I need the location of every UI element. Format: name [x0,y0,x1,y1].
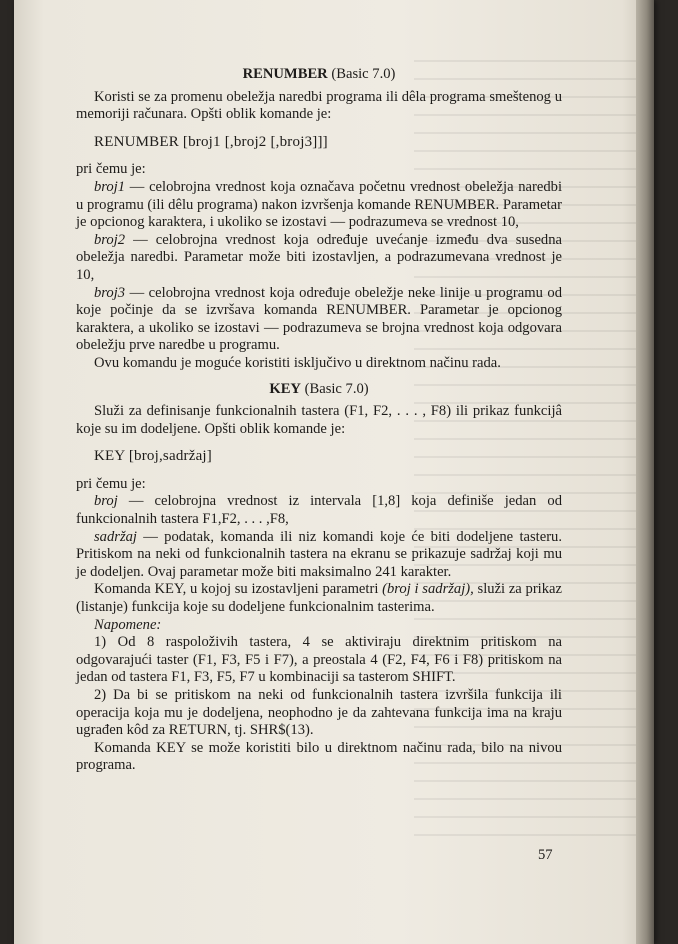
key-where: pri čemu je: [76,475,146,492]
key-param-2 [76,529,562,582]
param-text: — celobrojna vrednost koja određuje uvećanje između dva susedna obeležja naredbi. Parametar može biti izostavljen, a podrazumevana vrednost je 10, [76,231,562,283]
key-desc-pre: Komanda KEY, u kojoj su izostavljeni parametri [94,581,383,598]
heading-renumber-rest: (Basic 7.0) [327,66,396,82]
renumber-syntax: RENUMBER [broj1 [,broj2 [,broj3]]] [94,133,328,150]
param-term: broj1 [94,178,126,195]
renumber-param-3 [76,285,562,355]
key-param-1 [76,493,562,528]
param-term: sadržaj [94,528,137,545]
param-term: broj3 [94,284,126,301]
key-listing-desc [76,581,562,616]
param-text: — podatak, komanda ili niz komandi koje će biti dodeljene tasteru. Pritiskom na neki od funkcionalnih tastera na ekranu se prikazuje sadržaj koji mu je dodeljen. Ovaj parametar može biti maksimalno 241 karakter. [76,528,562,580]
heading-key-rest: (Basic 7.0) [300,380,369,397]
param-text: — celobrojna vrednost koja označava početnu vrednost obeležja naredbi u programu (ili dêlu programa) nakon izvršenja komande RENUMBER. Parametar je opcionog karaktera, i ukoliko se izostavi — podrazumeva se vrednost 10, [76,178,562,231]
book-page [14,0,654,944]
renumber-where: pri čemu je: [76,161,146,178]
key-desc-post: služi za prikaz (listanje) funkcija koje su dodeljene funkcionalnim tasterima. [76,581,562,616]
page-number: 57 [538,847,553,863]
note-2: 2) Da bi se pritiskom na neki od funkcionalnih tastera izvršila funkcija ili operacija koja mu je dodeljena, neophodno je da zahtevana funkcija ima na kraju ugrađen kôd za RETURN, tj. SHR$(13). [76,687,562,739]
heading-renumber [76,66,562,84]
notes-title: Napomene: [94,616,162,633]
renumber-intro: Koristi se za promenu obeležja naredbi programa ili dêla programa smeštenog u memoriji računara. Opšti oblik komande je: [76,88,562,123]
key-desc-italic: (broj i sadržaj), [382,581,474,598]
note-1: 1) Od 8 raspoloživih tastera, 4 se aktiviraju direktnim pritiskom na odgovarajući taster (F1, F3, F5 i F7), a preostala 4 (F2, F4, F6 i F8) pritiskom na jedan od tastera F1, F3, F5, F7 u kombinaciji sa tasterom SHIFT. [76,634,562,686]
heading-key [76,381,562,399]
param-term: broj [94,493,118,510]
page-edge-stack [636,0,654,944]
param-text: — celobrojna vrednost koja određuje obeležje neke linije u programu od koje počinje da se izvršava komanda RENUMBER. Parametar je opcionog karaktera, a ukoliko se izostavi — podrazumeva se brojna vrednost koja odgovara obeležju prve naredbe u programu. [76,284,562,354]
renumber-param-1 [76,179,562,232]
renumber-closing: Ovu komandu je moguće koristiti isključivo u direktnom načinu rada. [94,354,501,371]
param-term: broj2 [94,231,126,248]
renumber-param-2 [76,232,562,285]
key-intro: Služi za definisanje funkcionalnih tastera (F1, F2, . . . , F8) ili prikaz funkcijâ koje su im dodeljene. Opšti oblik komande je: [76,403,562,437]
heading-renumber-bold: RENUMBER [242,66,328,82]
key-syntax: KEY [broj,sadržaj] [94,448,212,465]
heading-key-bold: KEY [269,380,301,397]
page-content [76,66,562,775]
param-text: — celobrojna vrednost iz intervala [1,8] koja definiše jedan od funkcionalnih tastera F1,F2, . . . ,F8, [76,493,562,528]
note-3: Komanda KEY se može koristiti bilo u direktnom načinu rada, bilo na nivou programa. [76,739,562,774]
